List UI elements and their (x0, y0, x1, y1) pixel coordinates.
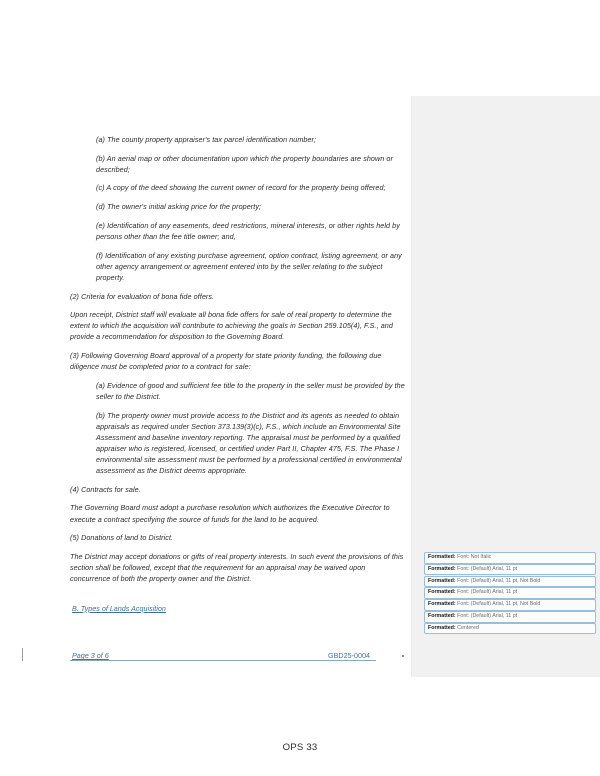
balloon-value: Font: (Default) Arial, 11 pt (457, 612, 518, 619)
paragraph-5-donations-heading: (5) Donations of land to District. (70, 533, 174, 543)
balloon-value: Font: Not Italic (457, 554, 492, 560)
paragraph-e-easements: (e) Identification of any easements, deed restrictions, mineral interests, or other rights held by persons other than the fee title owner; and, (96, 220, 400, 241)
formatted-balloon[interactable] (424, 611, 596, 623)
page-footer (0, 646, 600, 670)
paragraph-4-contracts-body: The Governing Board must adopt a purchase resolution which authorizes the Executive Director to execute a contract specifying the source of funds for the land to be acquired. (70, 503, 390, 524)
paragraph-3b-access-appraisal: (b) The property owner must provide access to the District and its agents as needed to obtain appraisals as required under Section 373.139(3)(c), F.S., which include an Environmental Site Assessment and baseline inventory reporting. The appraisal must be performed by a qualified appraiser who is registered, licensed, or certified under Part II, Chapter 475, F.S. The Phase I environmental site assessment must be performed by a professional certified in environmental assessment as the District deems appropriate. (96, 410, 402, 476)
footer-page-number: Page 3 of 6 (72, 651, 109, 660)
balloon-label: Formatted: (428, 612, 456, 619)
paragraph-b-aerial-map: (b) An aerial map or other documentation upon which the property boundaries are shown or described; (96, 153, 393, 174)
document-text-column (70, 134, 406, 616)
formatted-balloon[interactable] (424, 599, 596, 611)
paragraph-c-deed-copy: (c) A copy of the deed showing the current owner of record for the property being offered; (96, 183, 386, 193)
formatted-balloon-list (424, 552, 596, 634)
balloon-label: Formatted: (428, 601, 456, 608)
paragraph-4-contracts-heading: (4) Contracts for sale. (70, 484, 141, 494)
balloon-label: Formatted: (428, 589, 456, 596)
balloon-label: Formatted: (428, 624, 456, 631)
balloon-label: Formatted: (428, 565, 456, 572)
footer-document-number: GBD25-0004 (328, 651, 370, 660)
formatted-balloon[interactable] (424, 587, 596, 599)
paragraph-2-criteria-body: Upon receipt, District staff will evaluate all bona fide offers for sale of real property to determine the extent to which the acquisition will contribute to achieving the goals in Section 259.105(4), F.S., and provide a recommendation for disposition to the Governing Board. (70, 310, 393, 342)
paragraph-a-tax-parcel: (a) The county property appraiser's tax parcel identification number; (96, 135, 317, 144)
balloon-label: Formatted: (428, 554, 456, 560)
paragraph-f-purchase-agreement: (f) Identification of any existing purchase agreement, option contract, listing agreement, or any other agency arrangement or agreement entered into by the seller relating to the subject property. (96, 250, 402, 282)
balloon-value: Centered (457, 624, 479, 631)
paragraph-2-criteria-heading: (2) Criteria for evaluation of bona fide offers. (70, 291, 215, 301)
formatted-balloon[interactable] (424, 576, 596, 588)
paragraph-5-donations-body: The District may accept donations or gifts of real property interests. In such event the provisions of this section shall be followed, except that the requirement for an appraisal may be waived upon concurrence of both the property owner and the District. (70, 551, 404, 584)
formatted-balloon[interactable] (424, 623, 596, 635)
margin-anchor-dot-icon (402, 655, 404, 657)
paragraph-3-due-diligence: (3) Following Governing Board approval of a property for state priority funding, the following due diligence must be completed prior to a contract for sale: (70, 351, 382, 372)
change-bar-icon (22, 648, 23, 661)
paragraph-d-asking-price: (d) The owner's initial asking price for the property; (96, 202, 262, 212)
paragraph-3a-fee-title: (a) Evidence of good and sufficient fee title to the property in the seller must be provided by the seller to the District. (96, 380, 405, 401)
balloon-value: Font: (Default) Arial, 11 pt, Not Bold (457, 577, 541, 584)
balloon-label: Formatted: (428, 577, 456, 584)
formatted-balloon[interactable] (424, 564, 596, 576)
formatted-balloon[interactable] (424, 552, 596, 564)
inserted-section-heading: B. Types of Lands Acquisition (72, 603, 166, 613)
balloon-value: Font: (Default) Arial, 11 pt, Not Bold (457, 601, 541, 608)
balloon-value: Font: (Default) Arial, 11 pt (457, 565, 518, 572)
balloon-value: Font: (Default) Arial, 11 pt (457, 589, 518, 596)
page-bottom-label: OPS 33 (282, 742, 318, 753)
